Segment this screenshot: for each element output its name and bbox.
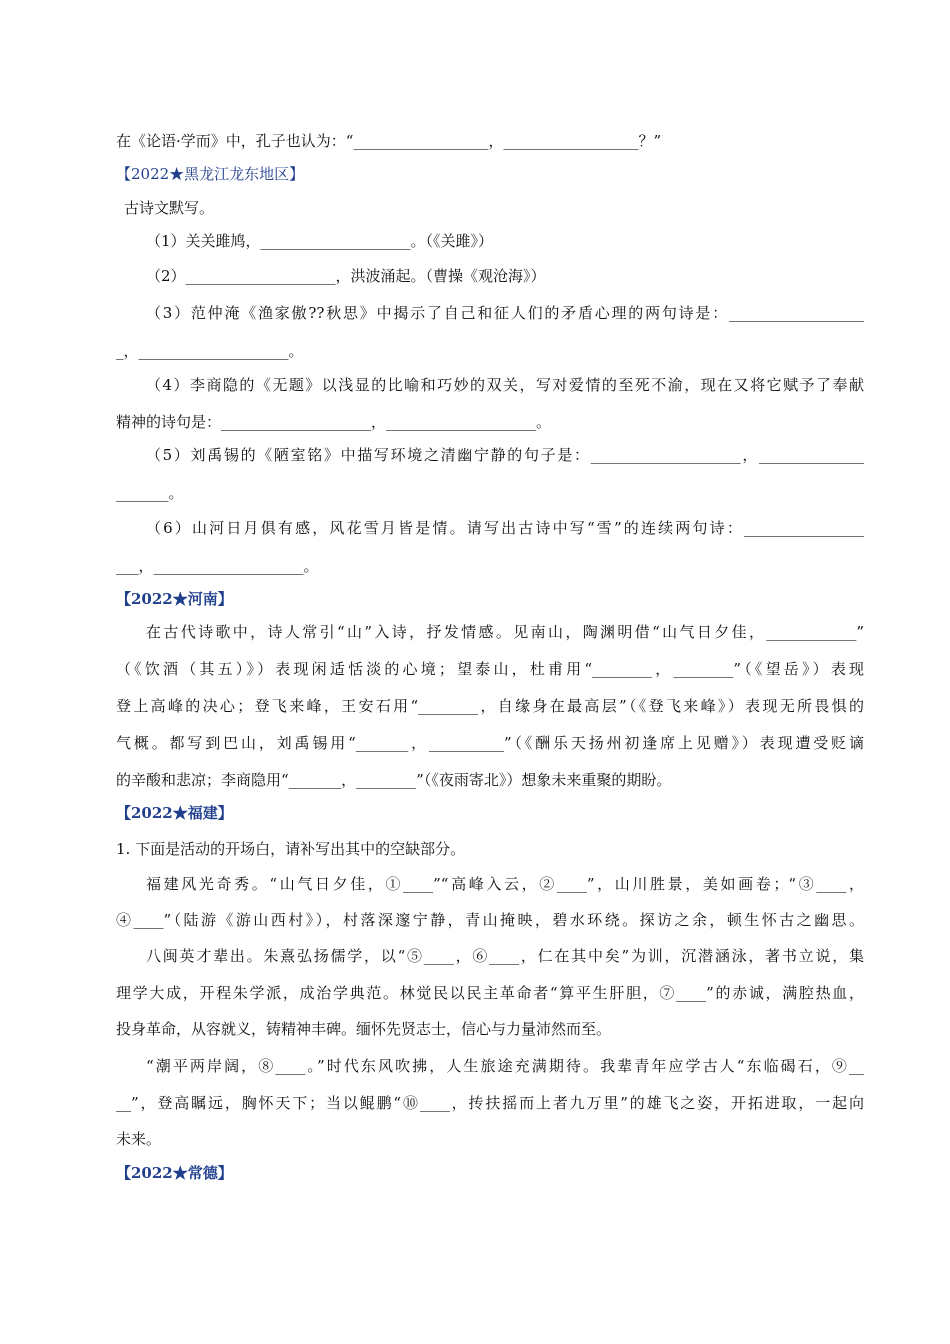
- text-line: 的辛酸和悲凉；李商隐用“_______，________”（《夜雨寄北》）想象未来重聚的期盼。: [116, 771, 672, 789]
- text-line: （1）关关雎鸠，____________________。（《关雎》）: [146, 232, 494, 250]
- text-line: 精神的诗句是：____________________，____________________。: [116, 413, 552, 431]
- text-line: 投身革命，从容就义，铸精神丰碑。缅怀先贤志士，信心与力量沛然而至。: [116, 1020, 612, 1038]
- text-line: （6）山河日月俱有感，风花雪月皆是情。请写出古诗中写“雪”的连续两句诗：________________: [146, 519, 864, 537]
- text-line: 八闽英才辈出。朱熹弘扬儒学，以“⑤____，⑥____，仁在其中矣”为训，沉潜涵泳，著书立说，集: [146, 947, 864, 965]
- text-line: （3）范仲淹《渔家傲??秋思》中揭示了自己和征人们的矛盾心理的两句诗是：__________________: [146, 304, 864, 322]
- text-line: _，____________________。: [116, 342, 304, 360]
- text-line: 在古代诗歌中，诗人常引“山”入诗，抒发情感。见南山，陶渊明借“山气日夕佳，____________”: [146, 623, 864, 641]
- section-heading: 【2022★常德】: [116, 1164, 233, 1182]
- text-line: 福建风光奇秀。“山气日夕佳，①____”“高峰入云，②____”，山川胜景，美如画卷；“③____，: [146, 875, 864, 893]
- text-line: ___，____________________。: [116, 557, 319, 575]
- text-line: ④____”（陆游《游山西村》），村落深邃宁静，青山掩映，碧水环绕。探访之余，顿生怀古之幽思。: [116, 911, 864, 929]
- section-heading: 【2022★福建】: [116, 804, 233, 822]
- text-line: 1. 下面是活动的开场白，请补写出其中的空缺部分。: [116, 840, 466, 858]
- text-line: （《饮酒（其五）》）表现闲适恬淡的心境；望泰山，杜甫用“________，________”（《望岳》）表现: [116, 660, 864, 678]
- text-line: 未来。: [116, 1130, 162, 1148]
- text-line: 理学大成，开程朱学派，成治学典范。林觉民以民主革命者“算平生肝胆，⑦____”的赤诚，满腔热血，: [116, 984, 864, 1002]
- text-line: 气概。都写到巴山，刘禹锡用“_______，__________”（《酬乐天扬州初逢席上见赠》）表现遭受贬谪: [116, 734, 864, 752]
- text-line: 登上高峰的决心；登飞来峰，王安石用“________，自缘身在最高层”（《登飞来峰》）表现无所畏惧的: [116, 697, 864, 715]
- section-heading: 【2022★黑龙江龙东地区】: [116, 165, 305, 183]
- section-heading: 【2022★河南】: [116, 590, 233, 608]
- text-line: （4）李商隐的《无题》以浅显的比喻和巧妙的双关，写对爱情的至死不渝，现在又将它赋予了奉献: [146, 376, 864, 394]
- text-line: “潮平两岸阔，⑧____。”时代东风吹拂，人生旅途充满期待。我辈青年应学古人“东临碣石，⑨__: [146, 1057, 864, 1075]
- text-line: 在《论语·学而》中，孔子也认为：“__________________，__________________？”: [116, 132, 662, 150]
- text-line: _______。: [116, 484, 184, 502]
- text-line: __”，登高瞩远，胸怀天下；当以鲲鹏“⑩____，抟扶摇而上者九万里”的雄飞之姿，开拓进取，一起向: [116, 1094, 864, 1112]
- text-line: （2）____________________，洪波涌起。（曹操《观沧海》）: [146, 267, 546, 285]
- text-line: （5）刘禹锡的《陋室铭》中描写环境之清幽宁静的句子是：____________________，______________: [146, 446, 864, 464]
- text-line: 古诗文默写。: [124, 199, 215, 217]
